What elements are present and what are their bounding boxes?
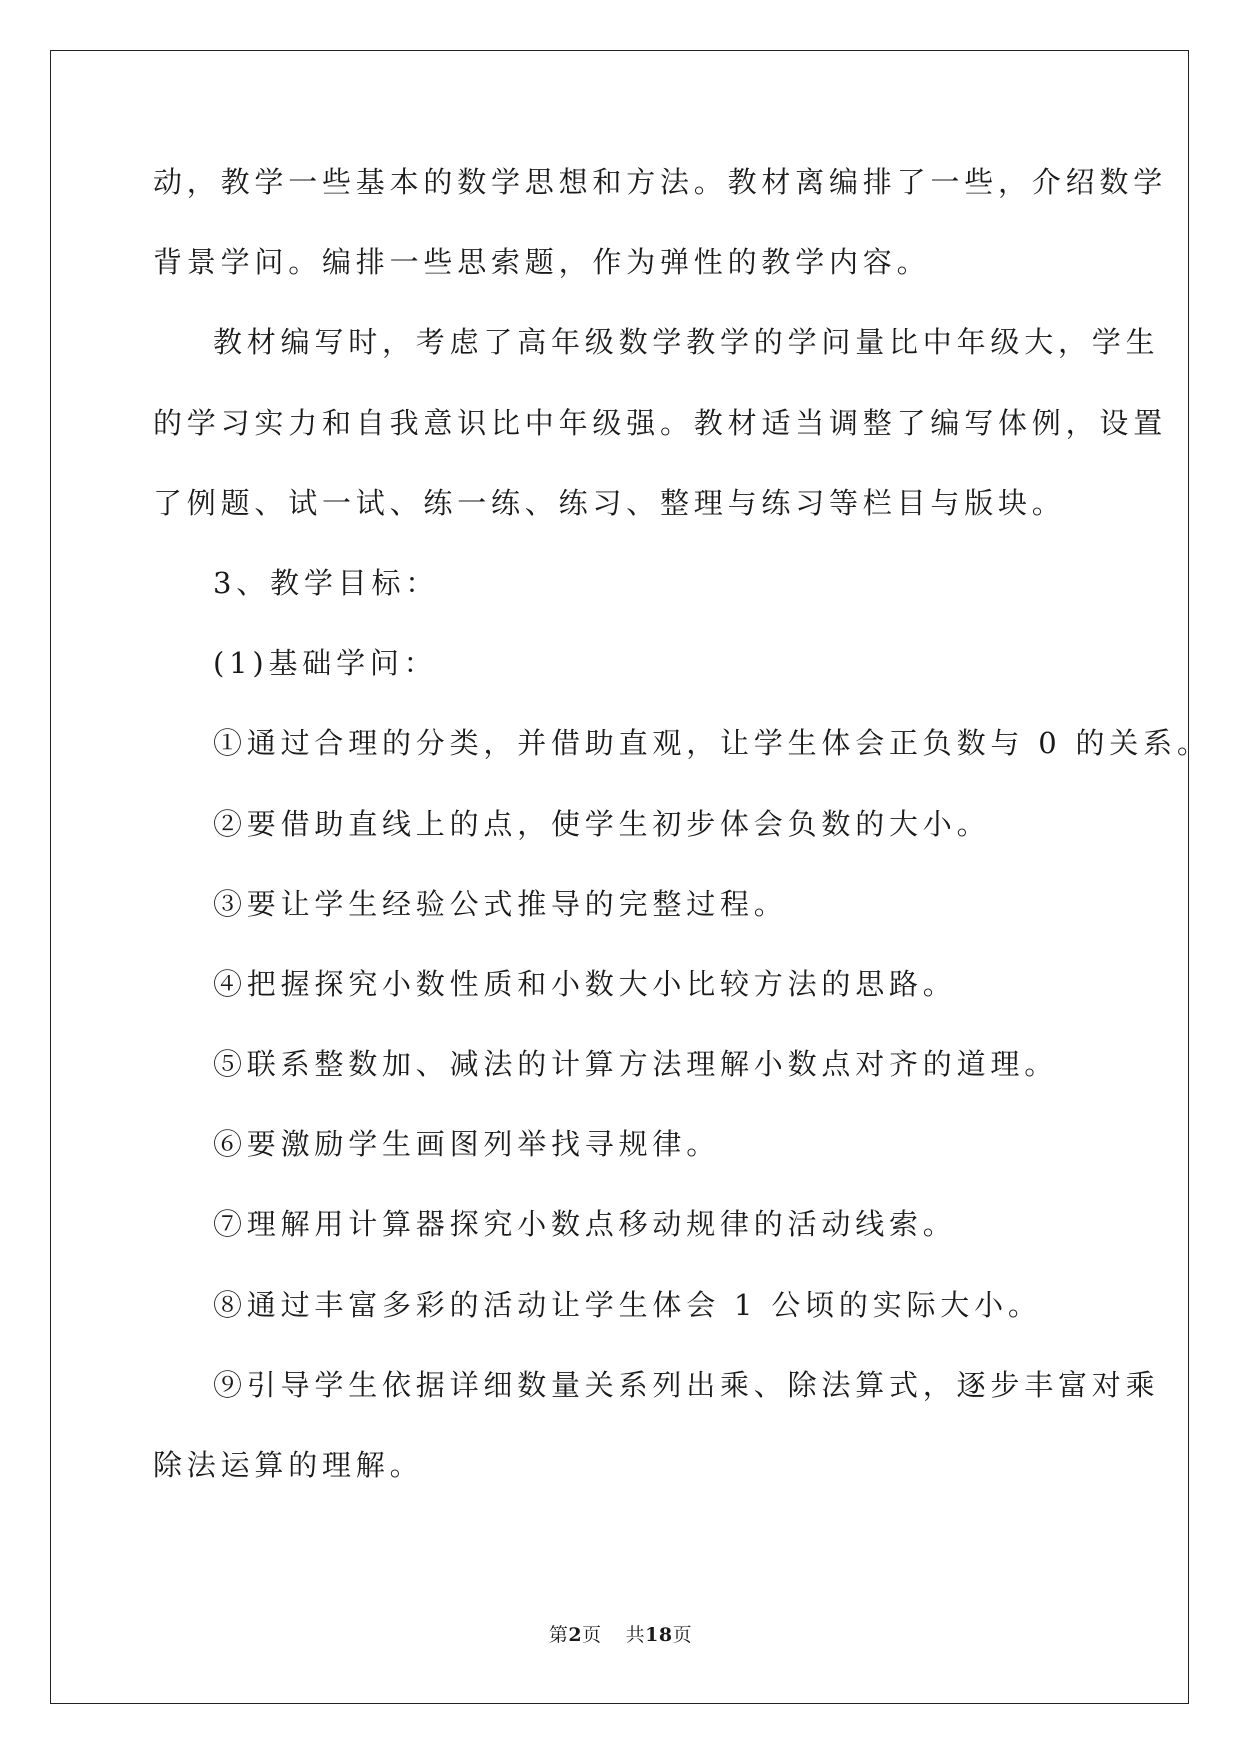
page-suffix: 页 bbox=[582, 1624, 602, 1646]
paragraph-line: 教材编写时，考虑了高年级数学教学的学问量比中年级大，学生 bbox=[213, 325, 1160, 360]
total-suffix: 页 bbox=[672, 1624, 693, 1646]
subsection-heading: (1)基础学问： bbox=[213, 646, 438, 681]
total-prefix: 共 bbox=[625, 1624, 646, 1646]
list-item: ①通过合理的分类，并借助直观，让学生体会正负数与 0 的关系。 bbox=[213, 726, 1211, 761]
section-heading: 3、教学目标： bbox=[213, 565, 440, 600]
paragraph-line: 的学习实力和自我意识比中年级强。教材适当调整了编写体例，设置 bbox=[153, 405, 1168, 440]
paragraph-line: 背景学问。编排一些思索题，作为弹性的教学内容。 bbox=[153, 245, 931, 280]
paragraph-line: 了例题、试一试、练一练、练习、整理与练习等栏目与版块。 bbox=[153, 485, 1066, 520]
page-footer bbox=[0, 1622, 1241, 1648]
page-prefix: 第 bbox=[548, 1624, 569, 1646]
page-number: 2 bbox=[568, 1624, 583, 1646]
list-item: ⑤联系整数加、减法的计算方法理解小数点对齐的道理。 bbox=[213, 1047, 1059, 1082]
list-item-continuation: 除法运算的理解。 bbox=[153, 1448, 424, 1482]
list-item: ②要借助直线上的点，使学生初步体会负数的大小。 bbox=[213, 806, 991, 841]
list-item: ③要让学生经验公式推导的完整过程。 bbox=[213, 886, 788, 921]
list-item: ④把握探究小数性质和小数大小比较方法的思路。 bbox=[213, 966, 957, 1001]
list-item: ⑥要激励学生画图列举找寻规律。 bbox=[213, 1127, 721, 1162]
document-body bbox=[153, 162, 1211, 1525]
list-item: ⑧通过丰富多彩的活动让学生体会 1 公顷的实际大小。 bbox=[213, 1287, 1042, 1322]
list-item: ⑨引导学生依据详细数量关系列出乘、除法算式，逐步丰富对乘 bbox=[213, 1367, 1160, 1402]
list-item: ⑦理解用计算器探究小数点移动规律的活动线索。 bbox=[213, 1207, 957, 1242]
total-pages: 18 bbox=[645, 1624, 673, 1646]
paragraph-line: 动，教学一些基本的数学思想和方法。教材离编排了一些，介绍数学 bbox=[153, 165, 1168, 199]
